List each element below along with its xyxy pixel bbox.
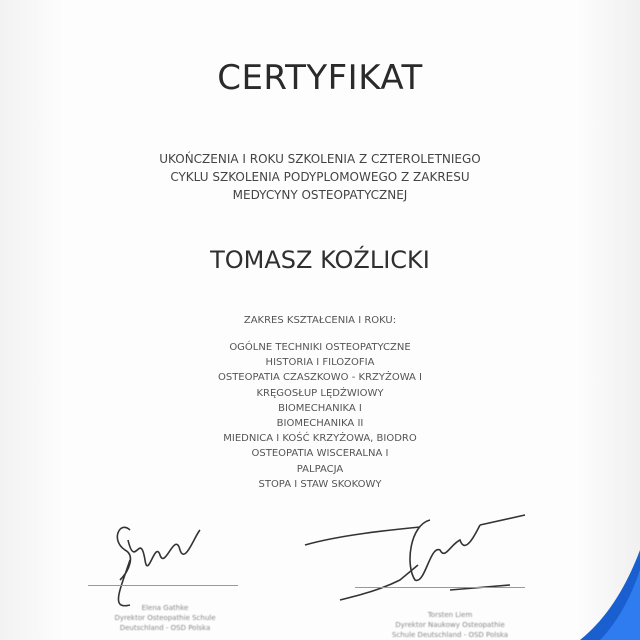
subject-item: OSTEOPATIA CZASZKOWO - KRZYŻOWA I (217, 372, 423, 384)
signature-line-left (88, 585, 238, 586)
signature-line-right (355, 587, 525, 588)
certificate-subtitle (0, 150, 640, 204)
subject-item: OSTEOPATIA WISCERALNA I (251, 448, 389, 460)
recipient-name: TOMASZ KOŹLICKI (210, 246, 430, 274)
signatory-org: Schule Deutschland - OSD Polska (391, 631, 509, 639)
subject-item: MIEDNICA I KOŚĆ KRZYŻOWA, BIODRO (223, 433, 417, 445)
signature-right (300, 505, 530, 605)
signatory-right (360, 610, 540, 640)
signatory-role: Dyrektor Osteopathie Schule (114, 614, 216, 622)
subject-item: HISTORIA I FILOZOFIA (265, 357, 375, 369)
subject-item: STOPA I STAW SKOKOWY (258, 478, 382, 490)
signatory-name: Elena Gathke (141, 604, 189, 612)
subject-item: PALPACJA (296, 463, 344, 475)
subject-item: KRĘGOSŁUP LĘDŹWIOWY (256, 387, 384, 399)
signatory-left (70, 603, 260, 633)
subject-item: BIOMECHANIKA I (278, 402, 362, 414)
certificate-title: CERTYFIKAT (217, 58, 423, 98)
signatory-name: Torsten Liem (427, 611, 473, 619)
subject-item: BIOMECHANIKA II (276, 418, 364, 430)
subtitle-line: UKOŃCZENIA I ROKU SZKOLENIA Z CZTEROLETNIEGO (159, 152, 481, 166)
subtitle-line: CYKLU SZKOLENIA PODYPLOMOWEGO Z ZAKRESU (170, 170, 470, 184)
signatory-role: Dyrektor Naukowy Osteopathie (395, 621, 505, 629)
subject-list (0, 340, 640, 492)
signatory-org: Deutschland - OSD Polska (119, 624, 211, 632)
scope-heading: ZAKRES KSZTAŁCENIA I ROKU: (243, 315, 397, 326)
subtitle-line: MEDYCYNY OSTEOPATYCZNEJ (232, 188, 408, 202)
blue-corner-decoration (580, 550, 640, 640)
subject-item: OGÓLNE TECHNIKI OSTEOPATYCZNE (229, 342, 411, 353)
